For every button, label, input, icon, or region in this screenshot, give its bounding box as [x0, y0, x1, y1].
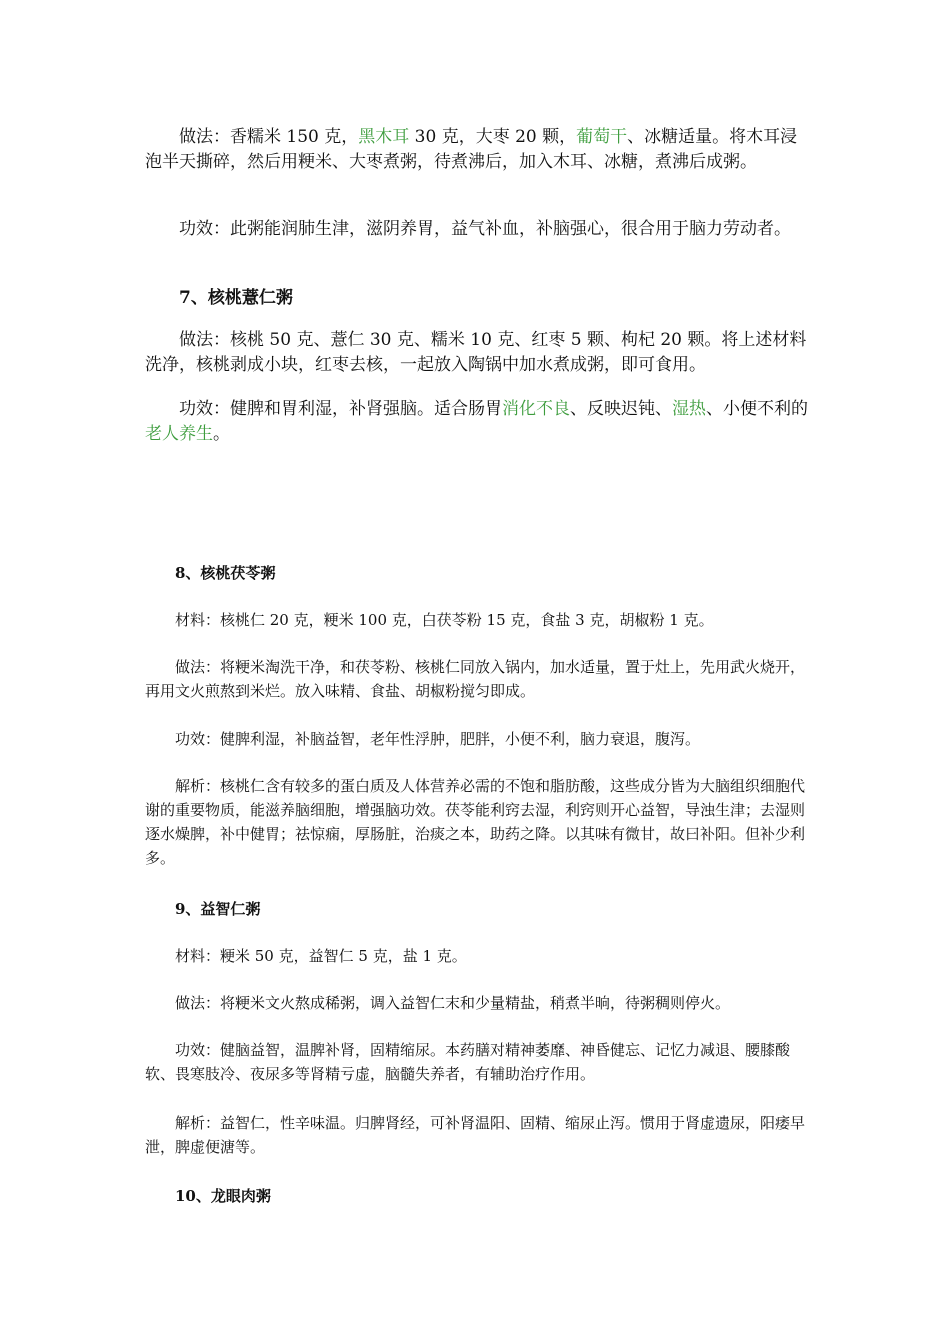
recipe-7-heading: 7、核桃薏仁粥 — [179, 288, 293, 308]
recipe-7-method: 做法：核桃 50 克、薏仁 30 克、糯米 10 克、红枣 5 颗、枸杞 20 颗。将上述材料洗净，核桃剥成小块，红枣去核，一起放入陶锅中加水煮成粥，即可食用。 — [145, 330, 807, 375]
text-segment: 、反映迟钝、 — [570, 399, 672, 419]
recipe-8-heading: 8、核桃茯苓粥 — [175, 564, 276, 582]
link-black-fungus[interactable]: 黑木耳 — [358, 127, 410, 147]
recipe-8-analysis: 解析：核桃仁含有较多的蛋白质及人体营养必需的不饱和脂肪酸，这些成分皆为大脑组织细胞代谢的重要物质，能滋养脑细胞，增强脑功效。茯苓能利窍去湿，利窍则开心益智，导浊生津；去湿则逐水燥脾，补中健胃；祛惊痫，厚肠脏，治痰之本，助药之降。以其味有微甘，故曰补阳。但补少利多。 — [145, 777, 806, 867]
recipe-8-materials: 材料：核桃仁 20 克，粳米 100 克，白茯苓粉 15 克，食盐 3 克，胡椒粉 1 克。 — [175, 611, 714, 629]
text-segment: 、冰糖适量。将木耳浸泡半天撕碎，然后用粳米、大枣煮粥，待煮沸后，加入木耳、冰糖，煮沸后成粥。 — [145, 127, 798, 172]
recipe-7-effect — [145, 397, 809, 447]
link-dampness-heat[interactable]: 湿热 — [672, 399, 706, 419]
text-segment: 30 克，大枣 20 颗， — [409, 127, 577, 147]
recipe-9-materials: 材料：粳米 50 克，益智仁 5 克，盐 1 克。 — [175, 947, 467, 965]
text-segment: 。 — [213, 424, 230, 444]
text-segment: 、小便不利的 — [706, 399, 808, 419]
text-segment: 功效：健脾和胃利湿，补肾强脑。适合肠胃 — [179, 399, 502, 419]
recipe-9-method: 做法：将粳米文火熬成稀粥，调入益智仁末和少量精盐，稍煮半晌，待粥稠则停火。 — [175, 994, 731, 1012]
text-segment: 做法：香糯米 150 克， — [179, 127, 359, 147]
link-raisins[interactable]: 葡萄干 — [576, 127, 628, 147]
recipe-9-analysis: 解析：益智仁，性辛味温。归脾肾经，可补肾温阳、固精、缩尿止泻。惯用于肾虚遗尿，阳痿早泄，脾虚便溏等。 — [145, 1114, 806, 1156]
link-indigestion[interactable]: 消化不良 — [502, 399, 570, 419]
recipe-6-effect: 功效：此粥能润肺生津，滋阴养胃，益气补血，补脑强心，很合用于脑力劳动者。 — [179, 219, 791, 239]
recipe-9-heading: 9、益智仁粥 — [175, 900, 261, 918]
link-elderly-health[interactable]: 老人养生 — [145, 424, 213, 444]
recipe-8-method: 做法：将粳米淘洗干净，和茯苓粉、核桃仁同放入锅内，加水适量，置于灶上，先用武火烧开，再用文火煎熬到米烂。放入味精、食盐、胡椒粉搅匀即成。 — [145, 658, 806, 700]
recipe-9-effect: 功效：健脑益智，温脾补肾，固精缩尿。本药膳对精神萎靡、神昏健忘、记忆力减退、腰膝酸软、畏寒肢冷、夜尿多等肾精亏虚，脑髓失养者，有辅助治疗作用。 — [145, 1041, 791, 1083]
recipe-8-effect: 功效：健脾利湿，补脑益智，老年性浮肿，肥胖，小便不利，脑力衰退，腹泻。 — [175, 730, 701, 748]
recipe-10-heading: 10、龙眼肉粥 — [175, 1187, 271, 1205]
recipe-6-method — [145, 125, 809, 175]
